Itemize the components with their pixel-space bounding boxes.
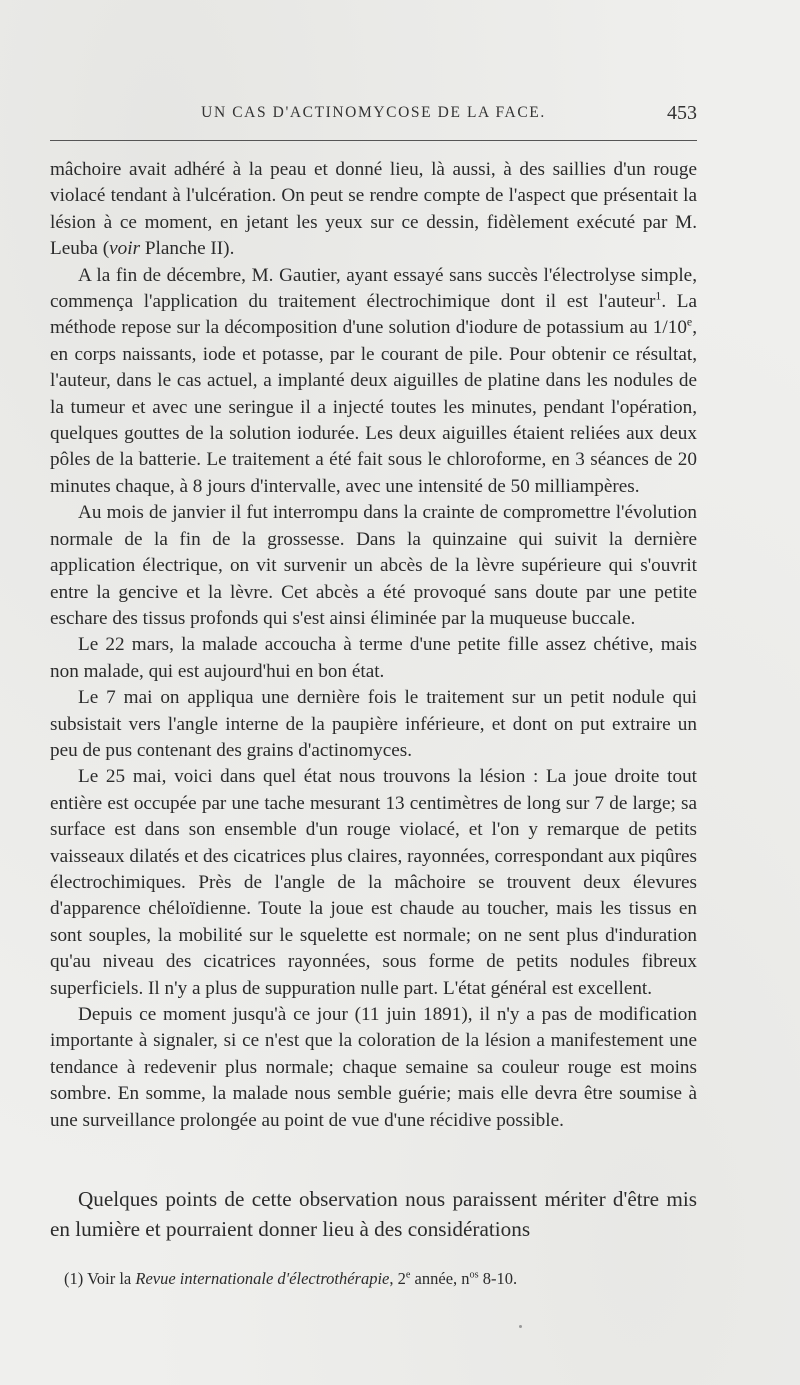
paragraph-p2-part-0: A la fin de décembre, M. Gautier, ayant essayé sans succès l'électrolyse simple, commença l'application du traitement électrochimique dont il est l'auteur — [50, 264, 697, 313]
footnote-marker: (1) — [64, 1269, 84, 1288]
paragraph-p2-part-2: . La méthode repose sur la décomposition d'une solution d'iodure de potassium au 1/10 — [50, 291, 697, 339]
paragraph-p7-part-0: Depuis ce moment jusqu'à ce jour (11 juin 1891), il n'y a pas de modification importante à signaler, si ce n'est que la coloration de la lésion a manifestement une tendance à redevenir plus normale; chaque semaine sa couleur rouge est moins sombre. En somme, la malade nous semble guérie; mais elle devra être soumise à une surveillance prolongée au point de vue d'une récidive possible. — [50, 1004, 697, 1131]
footnote-issue-sup: os — [469, 1269, 479, 1281]
footnote — [64, 1268, 697, 1290]
paragraph-p5 — [50, 685, 697, 764]
footnote-edition: , 2 — [389, 1269, 406, 1288]
header-rule — [50, 140, 697, 141]
closing-paragraph: Quelques points de cette observation nous paraissent mériter d'être mis en lumière et pourraient donner lieu à des considérations — [50, 1187, 697, 1241]
footnote-lead: Voir la — [87, 1269, 132, 1288]
paragraph-p5-part-0: Le 7 mai on appliqua une dernière fois le traitement sur un petit nodule qui subsistait vers l'angle interne de la paupière inférieure, et dont on put extraire un peu de pus contenant des grains d'actinomyces. — [50, 687, 697, 761]
paragraph-p1-part-2: Planche II). — [140, 238, 235, 260]
paragraph-p2-part-4: , en corps naissants, iode et potasse, par le courant de pile. Pour obtenir ce résultat, l'auteur, dans le cas actuel, a implanté deux aiguilles de platine dans les nodules de la tumeur et avec une seringue il a injecté toutes les minutes, pendant l'opération, quelques gouttes de la solution iodurée. Les deux aiguilles étaient reliées aux deux pôles de la batterie. Le traitement a été fait sous le chloroforme, en 3 séances de 20 minutes chaque, à 8 jours d'intervalle, avec une intensité de 50 milliampères. — [50, 317, 697, 497]
paragraph-p6-part-0: Le 25 mai, voici dans quel état nous trouvons la lésion : La joue droite tout entière est occupée par une tache mesurant 13 centimètres de long sur 7 de large; sa surface est dans son ensemble d'un rouge violacé, et l'on y remarque de petits vaisseaux dilatés et des cicatrices plus claires, rayonnées, correspondant aux piqûres électrochimiques. Près de l'angle de la mâchoire se trouvent deux élevures d'apparence chéloïdienne. Toute la joue est chaude au toucher, mais les tissus en sont souples, la mobilité sur le squelette est normale; on ne sent plus d'induration qu'au niveau des cicatrices rayonnées, sous forme de petits nodules fibreux superficiels. Il n'y a plus de suppuration nulle part. L'état général est excellent. — [50, 766, 697, 999]
running-head — [50, 104, 697, 130]
running-title: UN CAS D'ACTINOMYCOSE DE LA FACE. — [201, 104, 546, 121]
paragraph-p1-part-0: mâchoire avait adhéré à la peau et donné lieu, là aussi, à des saillies d'un rouge violacé tendant à l'ulcération. On peut se rendre compte de l'aspect que présentait la lésion à ce moment, en jetant les yeux sur ce dessin, fidèlement exécuté par M. Leuba ( — [50, 159, 697, 260]
body-text — [50, 157, 697, 1134]
paragraph-p4 — [50, 632, 697, 685]
paragraph-p2-part-3: e — [686, 315, 693, 330]
paragraph-p7 — [50, 1002, 697, 1134]
paragraph-p3-part-0: Au mois de janvier il fut interrompu dans la crainte de compromettre l'évolution normale de la fin de la grossesse. Dans la quinzaine qui suivit la dernière application électrique, on vit survenir un abcès de la lèvre supérieure qui s'ouvrit entre la gencive et la lèvre. Cet abcès a été provoqué sans doute par une petite eschare des tissus profonds qui s'est ainsi éliminée par la muqueuse buccale. — [50, 502, 697, 629]
paragraph-p2 — [50, 263, 697, 501]
paragraph-p1 — [50, 157, 697, 263]
page-number: 453 — [667, 102, 697, 124]
footnote-journal: Revue internationale d'électrothérapie — [135, 1269, 390, 1288]
footnote-issues: 8-10. — [478, 1269, 518, 1288]
paragraph-p2-part-1: 1 — [655, 288, 662, 303]
paragraph-p4-part-0: Le 22 mars, la malade accoucha à terme d'une petite fille assez chétive, mais non malade, qui est aujourd'hui en bon état. — [50, 634, 697, 682]
paragraph-p3 — [50, 500, 697, 632]
paragraph-p6 — [50, 764, 697, 1002]
footnote-edition-sup: e — [405, 1269, 411, 1281]
paragraph-p1-part-1: voir — [109, 238, 141, 260]
paper-speck — [519, 1325, 522, 1328]
footnote-year-label: année, n — [410, 1269, 470, 1288]
